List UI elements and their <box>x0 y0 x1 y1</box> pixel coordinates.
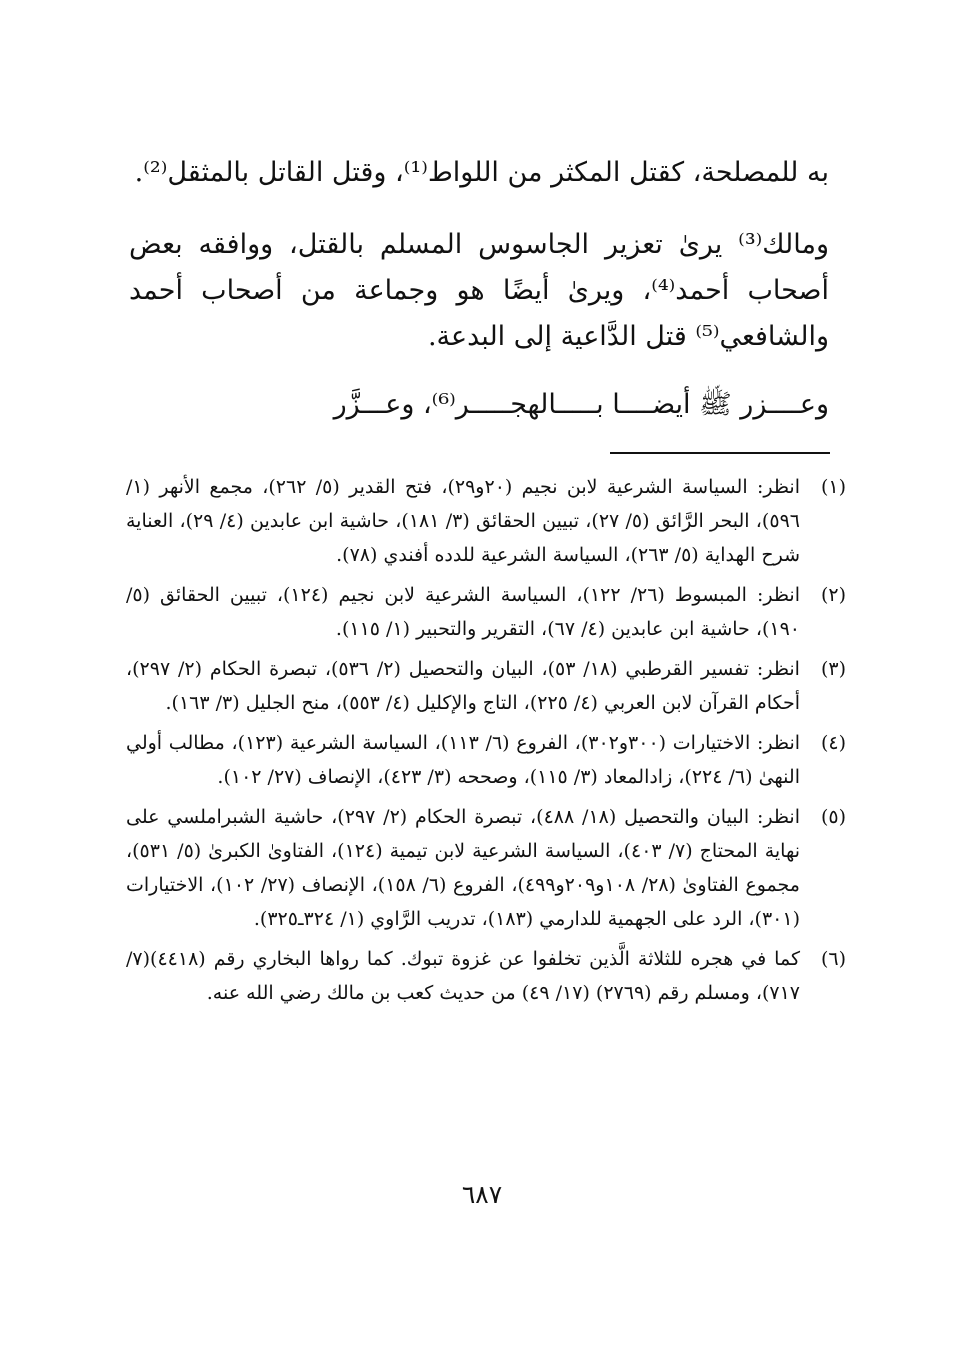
footnote-text: انظر: البيان والتحصيل (١٨/ ٤٨٨)، تبصرة الحكام (٢/ ٢٩٧)، حاشية الشبراملسي على نهاية المحتاج (٧/ ٤٠٣)، السياسة الشرعية لابن تيمية (١٢٤)، الفتاوىٰ الكبرىٰ (٥/ ٥٣١)، مجموع الفتاوىٰ (٢٨/ ١٠٨و٢٠٩و٤٩٩)، الفروع (٦/ ١٥٨)، الإنصاف (٢٧/ ١٠٢)، الاختيارات (٣٠١)، الرد على الجهمية للدارمي (١٨٣)، تدريب الرَّاوي (١/ ٣٢٤ـ٣٢٥). <box>126 806 801 930</box>
footnote <box>126 800 846 936</box>
footnote <box>126 942 846 1010</box>
footnote-number: (١) <box>820 476 846 498</box>
footnote-text: كما في هجره للثلاثة الَّذين تخلفوا عن غزوة تبوك. كما رواها البخاري رقم (٤٤١٨)(٧/ ٧١٧)، ومسلم رقم (٢٧٦٩) (١٧/ ٤٩) من حديث كعب بن مالك رضي الله عنه. <box>126 948 800 1004</box>
footnote-separator <box>610 452 830 454</box>
footnote-number: (٥) <box>820 806 846 828</box>
footnote <box>126 470 846 572</box>
footnote-number: (٤) <box>820 732 846 754</box>
page-number: ٦٨٧ <box>461 1180 503 1209</box>
footnote-number: (٢) <box>820 584 846 606</box>
footnote-number: (٣) <box>820 658 846 680</box>
footnote-number: (٦) <box>820 948 846 970</box>
body-paragraph-1: به للمصلحة، كقتل المكثر من اللواط⁽¹⁾، وقتل القاتل بالمثقل⁽²⁾. <box>134 157 829 188</box>
footnote <box>126 652 846 720</box>
body-paragraph-2: ومالك⁽³⁾ يرىٰ تعزير الجاسوس المسلم بالقتل، ووافقه بعض أصحاب أحمد⁽⁴⁾، ويرىٰ أيضًا هو وجماعة من أصحاب أحمد والشافعي⁽⁵⁾ قتل الدَّاعية إلى البدعة. <box>129 229 829 352</box>
footnote-text: انظر: السياسة الشرعية لابن نجيم (٢٠و٢٩)، فتح القدير (٥/ ٢٦٢)، مجمع الأنهر (١/ ٥٩٦)، البحر الرَّائق (٥/ ٢٧)، تبيين الحقائق (٣/ ١٨١)، حاشية ابن عابدين (٤/ ٢٩)، العناية شرح الهداية (٥/ ٢٦٣)، السياسة الشرعية للدده أفندي (٧٨). <box>126 476 800 566</box>
footnotes <box>126 470 846 1016</box>
footnote-text: انظر: تفسير القرطبي (١٨/ ٥٣)، البيان والتحصيل (٢/ ٥٣٦)، تبصرة الحكام (٢/ ٢٩٧)، أحكام القرآن لابن العربي (٤/ ٢٢٥)، التاج والإكليل (٤/ ٥٥٣)، منح الجليل (٣/ ١٦٣). <box>126 658 800 714</box>
footnote <box>126 726 846 794</box>
body-paragraph-3: وعــــزر ﷺ أيضــــا بـــــالهجـــــر⁽⁶⁾، وعـــزَّر <box>333 389 829 420</box>
footnote-text: انظر: المبسوط (٢٦/ ١٢٢)، السياسة الشرعية لابن نجيم (١٢٤)، تبيين الحقائق (٥/ ١٩٠)، حاشية ابن عابدين (٤/ ٦٧)، التقرير والتحبير (١/ ١١٥). <box>126 584 800 640</box>
footnote <box>126 578 846 646</box>
footnote-text: انظر: الاختيارات (٣٠٠و٣٠٢)، الفروع (٦/ ١١٣)، السياسة الشرعية (١٢٣)، مطالب أولي النهىٰ (٦/ ٢٢٤)، زادالمعاد (٣/ ١١٥)، وصححه (٣/ ٤٢٣)، الإنصاف (٢٧/ ١٠٢). <box>126 732 801 788</box>
